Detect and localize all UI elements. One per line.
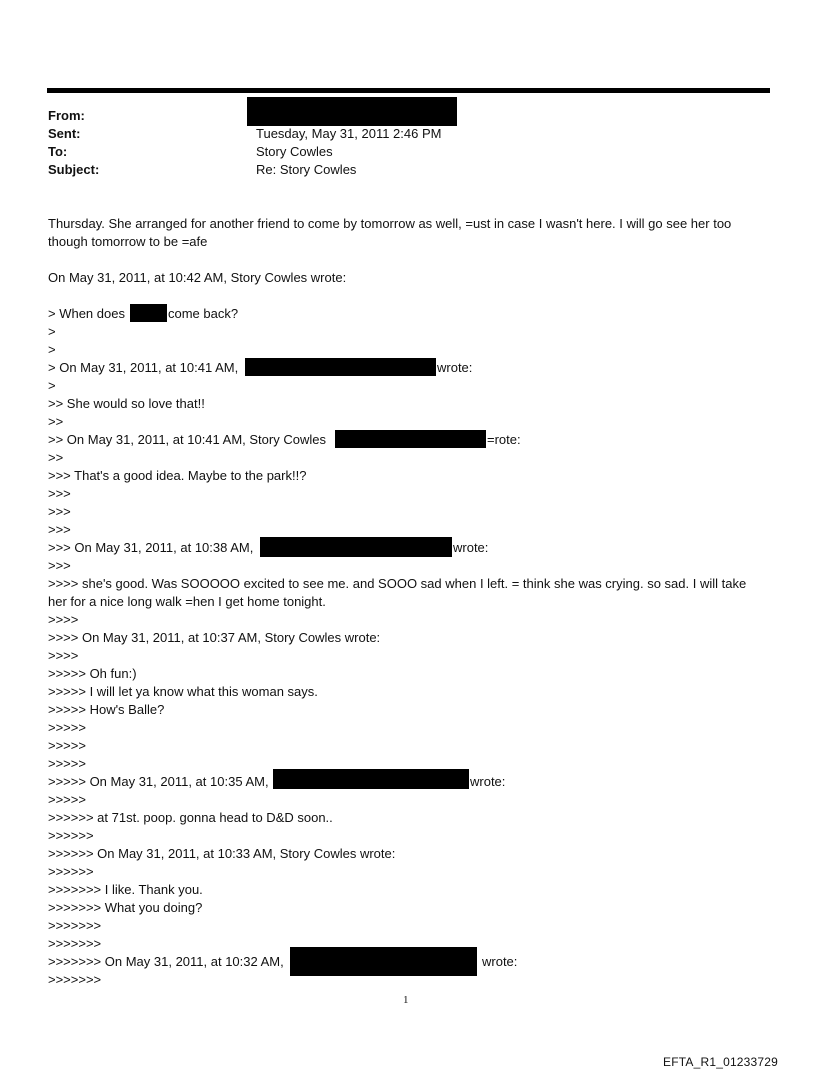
- bates-number: EFTA_R1_01233729: [663, 1055, 779, 1069]
- body-line: >: [48, 378, 56, 393]
- body-line: >>>>>: [48, 792, 86, 807]
- body-line: her for a nice long walk =hen I get home tonight.: [48, 594, 326, 609]
- body-line: >>>>: [48, 648, 79, 663]
- body-line: Thursday. She arranged for another friend to come by tomorrow as well, =ust in case I wasn't here. I will go see her too: [48, 216, 732, 231]
- from-label: From:: [48, 108, 85, 123]
- page-number: 1: [403, 994, 409, 1006]
- body-line: >>>>> Oh fun:): [48, 666, 137, 681]
- body-line: >>>>>> On May 31, 2011, at 10:33 AM, Story Cowles wrote:: [48, 846, 396, 861]
- body-line: >>>>>>>: [48, 918, 102, 933]
- body-line: =rote:: [487, 432, 521, 447]
- body-line: >> On May 31, 2011, at 10:41 AM, Story Cowles: [48, 432, 326, 447]
- body-line: >>>>>>>: [48, 936, 102, 951]
- body-line: >>>: [48, 558, 71, 573]
- subject-label: Subject:: [48, 162, 100, 177]
- body-line: though tomorrow to be =afe: [48, 234, 208, 249]
- body-line: >>>>> On May 31, 2011, at 10:35 AM,: [48, 774, 269, 789]
- redacted-sender: [273, 769, 469, 789]
- body-line: >: [48, 324, 56, 339]
- body-line: > On May 31, 2011, at 10:41 AM,: [48, 360, 239, 375]
- to-label: To:: [48, 144, 68, 159]
- body-line: >>> That's a good idea. Maybe to the park!!?: [48, 468, 307, 483]
- body-line: >>> On May 31, 2011, at 10:38 AM,: [48, 540, 254, 555]
- body-line: > When does: [48, 306, 129, 321]
- body-line: >>>>>: [48, 756, 86, 771]
- redacted-sender: [260, 537, 452, 557]
- body-line: >>>>>>: [48, 828, 94, 843]
- body-line: >>>>>>>: [48, 972, 102, 987]
- body-line: >>>>>: [48, 738, 86, 753]
- body-line: >>>: [48, 486, 71, 501]
- body-line: >>>>>> at 71st. poop. gonna head to D&D soon..: [48, 810, 333, 825]
- body-line: wrote:: [470, 774, 506, 789]
- redacted-email: [335, 430, 486, 448]
- subject-value: Re: Story Cowles: [256, 162, 357, 177]
- body-line: On May 31, 2011, at 10:42 AM, Story Cowles wrote:: [48, 270, 347, 285]
- body-line: >>: [48, 414, 64, 429]
- redacted-from: [247, 97, 457, 126]
- to-value: Story Cowles: [256, 144, 333, 159]
- body-line: >>>: [48, 522, 71, 537]
- body-line: >>>>> I will let ya know what this woman says.: [48, 684, 318, 699]
- body-line: wrote:: [437, 360, 473, 375]
- redacted-sender: [290, 947, 477, 976]
- body-line: >> She would so love that!!: [48, 396, 205, 411]
- body-line: >>>> On May 31, 2011, at 10:37 AM, Story Cowles wrote:: [48, 630, 381, 645]
- body-line: >>>>> How's Balle?: [48, 702, 165, 717]
- sent-value: Tuesday, May 31, 2011 2:46 PM: [256, 126, 442, 141]
- body-line: >>>>>>> What you doing?: [48, 900, 203, 915]
- sent-label: Sent:: [48, 126, 81, 141]
- header-rule: [47, 88, 770, 93]
- body-line: wrote:: [482, 954, 518, 969]
- body-line: >: [48, 342, 56, 357]
- redacted-name: [130, 304, 167, 322]
- redacted-sender: [245, 358, 436, 376]
- body-line: >>>>>: [48, 720, 86, 735]
- body-line: wrote:: [453, 540, 489, 555]
- body-line: >>>: [48, 504, 71, 519]
- body-line: >>: [48, 450, 64, 465]
- body-line: >>>>>>: [48, 864, 94, 879]
- body-line: >>>>: [48, 612, 79, 627]
- body-line: >>>>>>> On May 31, 2011, at 10:32 AM,: [48, 954, 284, 969]
- body-line: come back?: [168, 306, 239, 321]
- body-line: >>>>>>> I like. Thank you.: [48, 882, 203, 897]
- body-line: >>>> she's good. Was SOOOOO excited to see me. and SOOO sad when I left. = think she was crying. so sad. I will take: [48, 576, 747, 591]
